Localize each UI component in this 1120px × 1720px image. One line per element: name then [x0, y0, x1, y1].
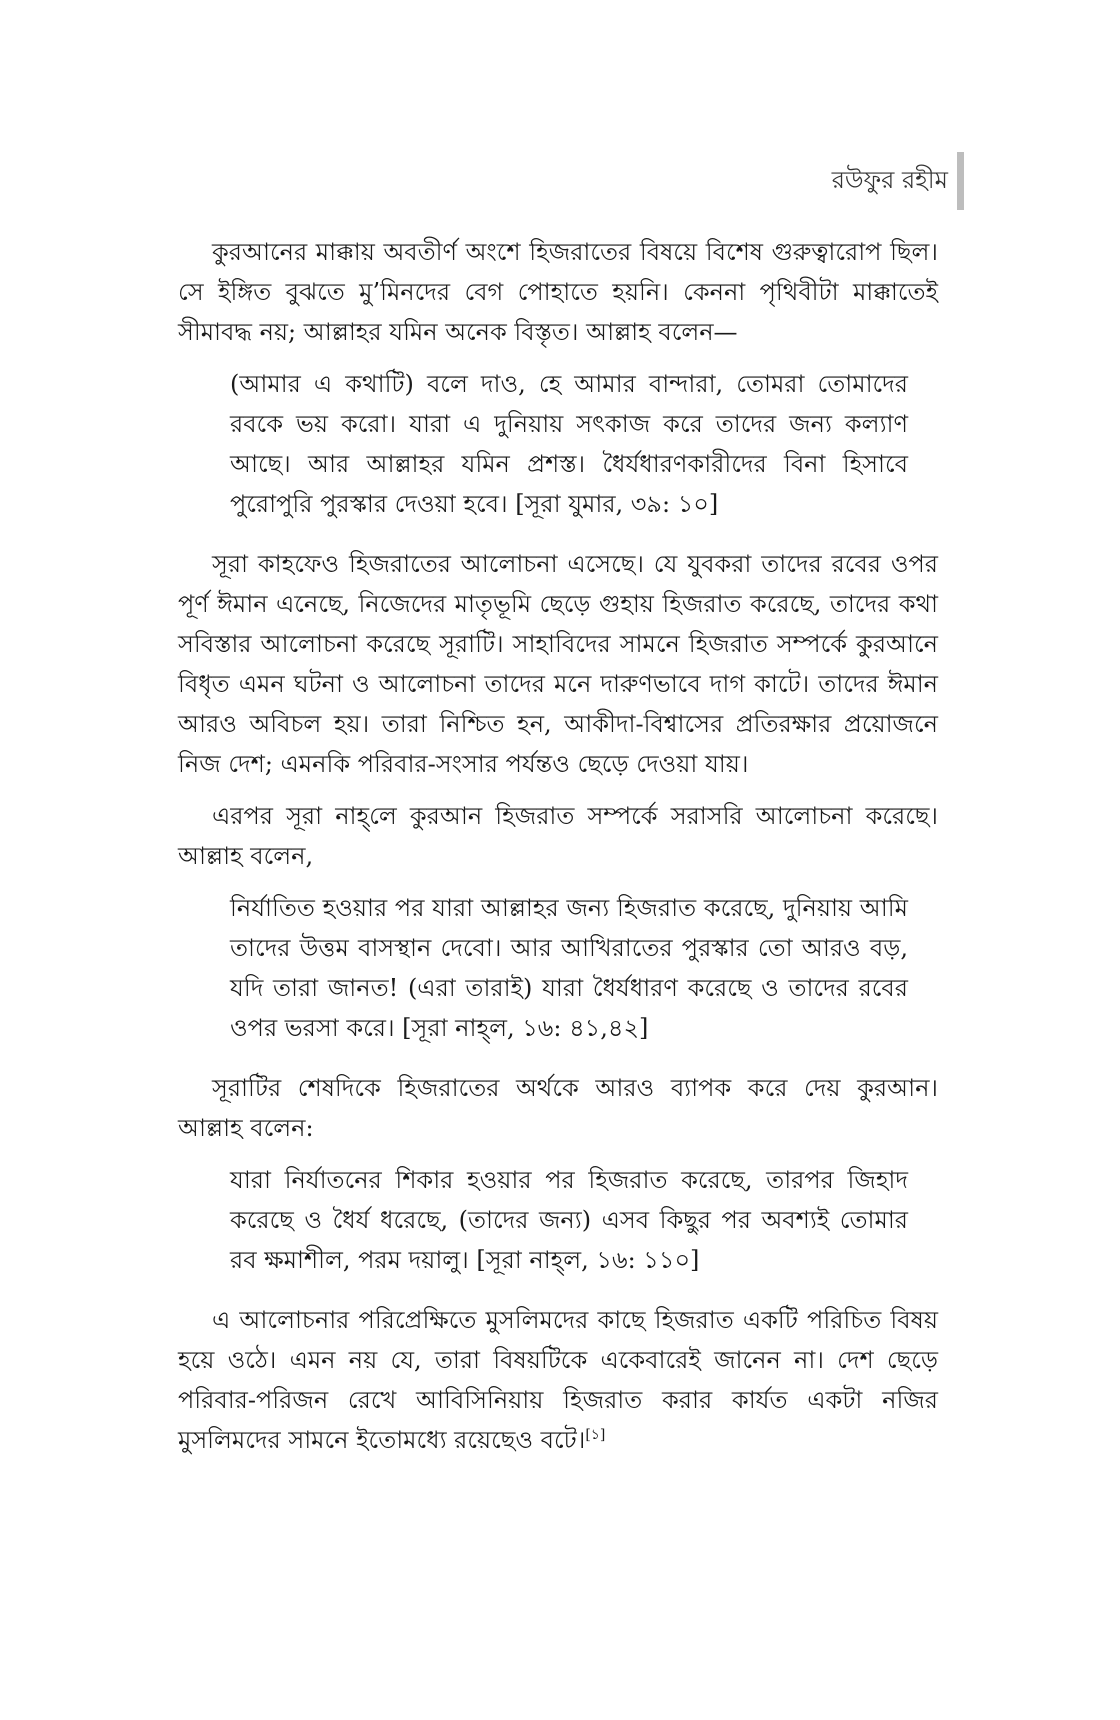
quote-3: যারা নির্যাতনের শিকার হওয়ার পর হিজরাত করেছে, তারপর জিহাদ করেছে ও ধৈর্য ধরেছে, (তাদের জন্য) এসব কিছুর পর অবশ্যই তোমার রব ক্ষমাশীল, পরম দয়ালু। [সূরা নাহ্‌ল, ১৬: ১১০]	[230, 1166, 908, 1274]
paragraph-5	[178, 1300, 938, 1460]
quote-2: নির্যাতিত হওয়ার পর যারা আল্লাহর জন্য হিজরাত করেছে, দুনিয়ায় আমি তাদের উত্তম বাসস্থান দেবো। আর আখিরাতের পুরস্কার তো আরও বড়, যদি তারা জানত! (এরা তারাই) যারা ধৈর্যধারণ করেছে ও তাদের রবের ওপর ভরসা করে। [সূরা নাহ্‌ল, ১৬: ৪১,৪২]	[230, 894, 908, 1042]
paragraph-4: সূরাটির শেষদিকে হিজরাতের অর্থকে আরও ব্যাপক করে দেয় কুরআন। আল্লাহ বলেন:	[178, 1074, 938, 1142]
header-rule	[957, 152, 964, 210]
footnote-reference[interactable]: [১]	[585, 1427, 606, 1443]
paragraph-5-text: এ আলোচনার পরিপ্রেক্ষিতে মুসলিমদের কাছে হিজরাত একটি পরিচিত বিষয় হয়ে ওঠে। এমন নয় যে, তারা বিষয়টিকে একেবারেই জানেন না। দেশ ছেড়ে পরিবার-পরিজন রেখে আবিসিনিয়ায় হিজরাত করার কার্যত একটা নজির মুসলিমদের সামনে ইতোমধ্যে রয়েছেও বটে।	[178, 1306, 938, 1454]
page-body	[178, 232, 938, 1472]
paragraph-3: এরপর সূরা নাহ্‌লে কুরআন হিজরাত সম্পর্কে সরাসরি আলোচনা করেছে। আল্লাহ বলেন,	[178, 802, 938, 870]
quote-1: (আমার এ কথাটি) বলে দাও, হে আমার বান্দারা, তোমরা তোমাদের রবকে ভয় করো। যারা এ দুনিয়ায় সৎকাজ করে তাদের জন্য কল্যাণ আছে। আর আল্লাহর যমিন প্রশস্ত। ধৈর্যধারণকারীদের বিনা হিসাবে পুরোপুরি পুরস্কার দেওয়া হবে। [সূরা যুমার, ৩৯: ১০]	[230, 370, 908, 518]
paragraph-2: সূরা কাহফেও হিজরাতের আলোচনা এসেছে। যে যুবকরা তাদের রবের ওপর পূর্ণ ঈমান এনেছে, নিজেদের মাতৃভূমি ছেড়ে গুহায় হিজরাত করেছে, তাদের কথা সবিস্তার আলোচনা করেছে সূরাটি। সাহাবিদের সামনে হিজরাত সম্পর্কে কুরআনে বিধৃত এমন ঘটনা ও আলোচনা তাদের মনে দারুণভাবে দাগ কাটে। তাদের ঈমান আরও অবিচল হয়। তারা নিশ্চিত হন, আকীদা-বিশ্বাসের প্রতিরক্ষার প্রয়োজনে নিজ দেশ; এমনকি পরিবার-সংসার পর্যন্তও ছেড়ে দেওয়া যায়।	[178, 550, 938, 778]
paragraph-1: কুরআনের মাক্কায় অবতীর্ণ অংশে হিজরাতের বিষয়ে বিশেষ গুরুত্বারোপ ছিল। সে ইঙ্গিত বুঝতে মু’মিনদের বেগ পোহাতে হয়নি। কেননা পৃথিবীটা মাক্কাতেই সীমাবদ্ধ নয়; আল্লাহর যমিন অনেক বিস্তৃত। আল্লাহ বলেন—	[178, 238, 938, 346]
running-header: রউফুর রহীম	[831, 166, 948, 194]
